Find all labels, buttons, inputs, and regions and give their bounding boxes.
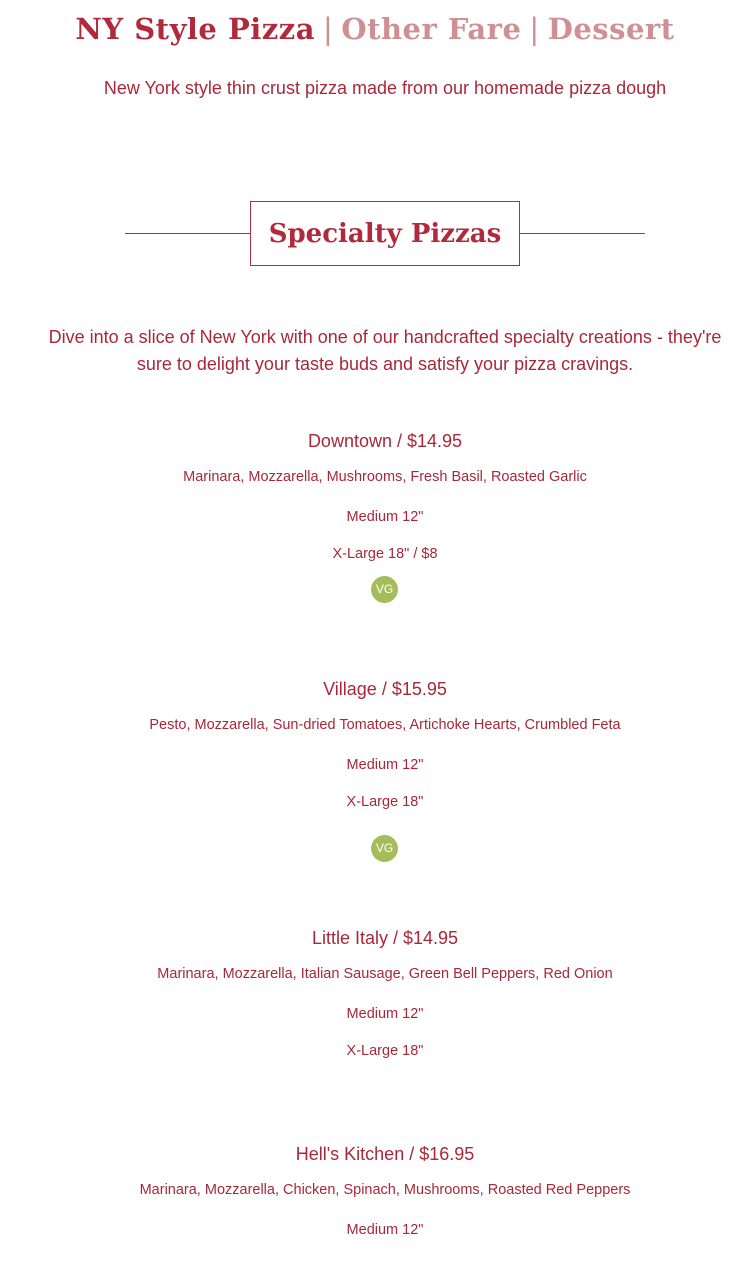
tab-separator: |	[323, 12, 334, 46]
vegetarian-badge-icon: VG	[371, 835, 398, 862]
menu-item-ingredients: Marinara, Mozzarella, Chicken, Spinach, Mushrooms, Roasted Red Peppers	[139, 1182, 631, 1198]
tab-separator: |	[529, 12, 540, 46]
menu-item-title: Village / $15.95	[323, 679, 447, 699]
menu-item-size-medium: Medium 12"	[346, 757, 424, 773]
tab-other-fare[interactable]: Other Fare	[341, 12, 522, 46]
menu-item-ingredients: Marinara, Mozzarella, Italian Sausage, Green Bell Peppers, Red Onion	[157, 966, 613, 982]
menu-item-title: Downtown / $14.95	[307, 431, 463, 451]
menu-intro: New York style thin crust pizza made from our homemade pizza dough	[103, 78, 667, 98]
menu-item-size-xlarge: X-Large 18"	[346, 1043, 424, 1059]
menu-item-size-medium: Medium 12"	[346, 1006, 424, 1022]
divider-left	[125, 233, 250, 234]
menu-item-title: Little Italy / $14.95	[311, 928, 459, 948]
section-header	[125, 201, 645, 266]
tab-dessert[interactable]: Dessert	[547, 12, 675, 46]
menu-item-ingredients: Pesto, Mozzarella, Sun-dried Tomatoes, Artichoke Hearts, Crumbled Feta	[149, 717, 621, 733]
menu-item-size-medium: Medium 12"	[346, 1222, 424, 1238]
tab-ny-style-pizza[interactable]: NY Style Pizza	[75, 12, 316, 46]
section-description: Dive into a slice of New York with one of our handcrafted specialty creations - they're sure to delight your taste buds and satisfy your pizza cravings.	[48, 327, 722, 374]
menu-item-title: Hell's Kitchen / $16.95	[295, 1144, 475, 1164]
menu-item-size-xlarge: X-Large 18" / $8	[332, 546, 438, 562]
menu-tabs	[0, 12, 750, 46]
menu-item-ingredients: Marinara, Mozzarella, Mushrooms, Fresh Basil, Roasted Garlic	[183, 469, 587, 485]
menu-item-size-medium: Medium 12"	[346, 509, 424, 525]
section-title: Specialty Pizzas	[250, 201, 520, 266]
vegetarian-badge-icon: VG	[371, 576, 398, 603]
menu-item-size-xlarge: X-Large 18"	[346, 794, 424, 810]
divider-right	[520, 233, 645, 234]
